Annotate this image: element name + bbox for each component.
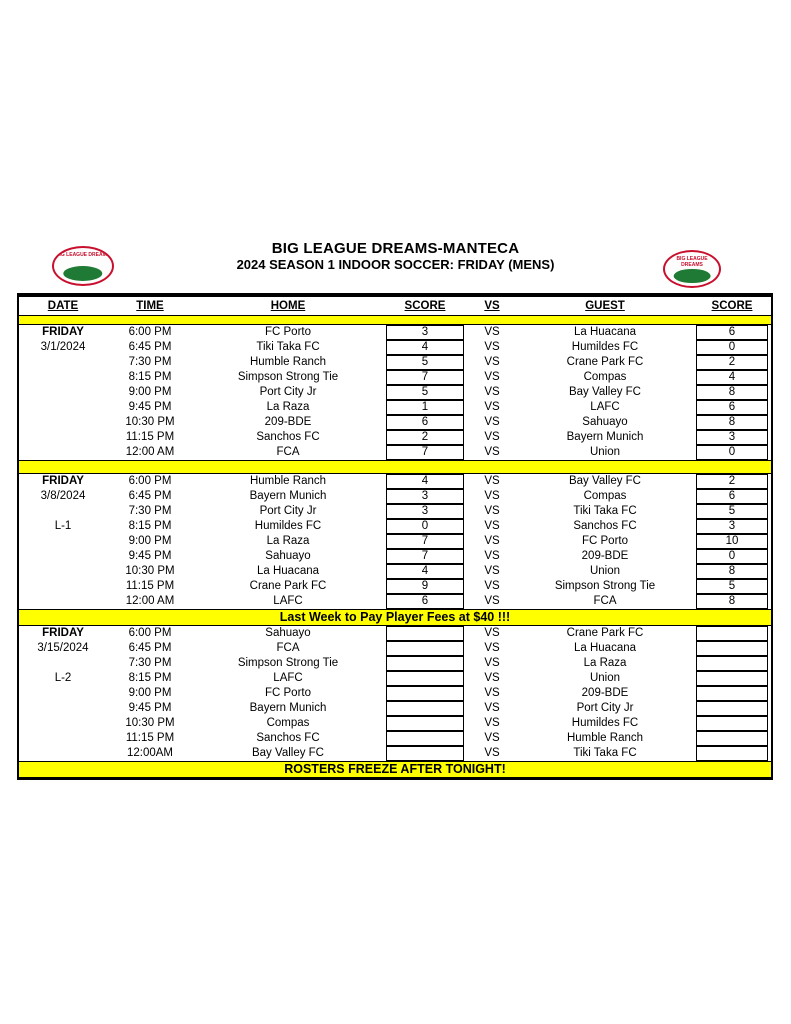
date-cell <box>19 415 107 430</box>
guest-score-cell <box>693 385 771 400</box>
guest-team-cell: Bay Valley FC <box>568 386 641 398</box>
home-team-cell: Sanchos FC <box>256 732 320 744</box>
guest-team-cell: 209-BDE <box>581 550 629 562</box>
vs-cell: VS <box>484 627 500 639</box>
date-cell <box>19 656 107 671</box>
vs-cell: VS <box>484 642 500 654</box>
guest-score-box <box>696 656 768 671</box>
date-cell <box>19 549 107 564</box>
home-team-cell: Port City Jr <box>259 386 317 398</box>
guest-score-box <box>696 641 768 656</box>
home-score-cell <box>383 370 467 385</box>
time-cell: 9:00 PM <box>128 386 172 398</box>
game-row <box>19 701 771 716</box>
time-cell: 11:15 PM <box>125 732 175 744</box>
date-cell: L-2 <box>54 672 72 684</box>
home-team-cell: Compas <box>266 717 310 729</box>
time-cell: 6:00 PM <box>128 326 172 338</box>
home-score-box: 7 <box>386 549 463 564</box>
guest-score-cell <box>693 579 771 594</box>
game-row <box>19 686 771 701</box>
guest-team-cell: Humble Ranch <box>566 732 644 744</box>
home-score-cell <box>383 564 467 579</box>
guest-team-cell: Tiki Taka FC <box>573 505 637 517</box>
time-cell: 6:00 PM <box>128 627 172 639</box>
guest-team-cell: Simpson Strong Tie <box>554 580 656 592</box>
guest-score-cell <box>693 716 771 731</box>
date-cell <box>19 701 107 716</box>
home-score-box <box>386 746 463 761</box>
date-cell: 3/8/2024 <box>40 490 86 502</box>
time-cell: 7:30 PM <box>128 505 172 517</box>
logo-text: BIG LEAGUE DREAMS <box>676 256 708 268</box>
guest-score-cell <box>693 686 771 701</box>
guest-score-box: 2 <box>696 355 768 370</box>
game-row <box>19 325 771 340</box>
home-score-box <box>386 671 463 686</box>
home-team-cell: Port City Jr <box>259 505 317 517</box>
date-cell <box>19 355 107 370</box>
guest-score-cell <box>693 656 771 671</box>
guest-score-cell <box>693 415 771 430</box>
date-cell <box>19 746 107 761</box>
date-cell <box>19 716 107 731</box>
home-score-cell <box>383 340 467 355</box>
guest-team-cell: La Huacana <box>573 642 637 654</box>
guest-team-cell: Union <box>589 565 621 577</box>
column-header-home-score: SCORE <box>404 300 446 312</box>
guest-team-cell: FCA <box>593 595 617 607</box>
time-cell: 9:00 PM <box>128 687 172 699</box>
time-cell: 10:30 PM <box>125 717 175 729</box>
game-row <box>19 594 771 609</box>
home-score-box: 4 <box>386 474 463 489</box>
guest-score-box <box>696 626 768 641</box>
home-score-box <box>386 686 463 701</box>
time-cell: 10:30 PM <box>125 416 175 428</box>
game-row <box>19 549 771 564</box>
guest-score-box: 5 <box>696 579 768 594</box>
vs-cell: VS <box>484 717 500 729</box>
column-header-guest-score: SCORE <box>711 300 753 312</box>
date-cell: FRIDAY <box>42 627 84 639</box>
guest-score-box: 3 <box>696 519 768 534</box>
date-cell <box>19 594 107 609</box>
home-team-cell: FC Porto <box>264 326 311 338</box>
home-score-cell <box>383 579 467 594</box>
vs-cell: VS <box>484 550 500 562</box>
vs-cell: VS <box>484 702 500 714</box>
time-cell: 9:45 PM <box>128 401 172 413</box>
home-score-cell <box>383 746 467 761</box>
home-team-cell: FC Porto <box>264 687 311 699</box>
home-team-cell: LAFC <box>273 672 303 684</box>
guest-score-cell <box>693 355 771 370</box>
column-header-home: HOME <box>270 300 306 312</box>
guest-score-cell <box>693 534 771 549</box>
date-cell <box>19 385 107 400</box>
home-score-cell <box>383 355 467 370</box>
guest-team-cell: Compas <box>583 490 627 502</box>
guest-score-box <box>696 671 768 686</box>
vs-cell: VS <box>484 386 500 398</box>
home-score-box: 5 <box>386 385 463 400</box>
home-score-cell <box>383 626 467 641</box>
guest-score-box: 8 <box>696 564 768 579</box>
home-score-cell <box>383 445 467 460</box>
home-team-cell: FCA <box>276 642 300 654</box>
guest-score-box: 3 <box>696 430 768 445</box>
time-cell: 12:00 AM <box>125 446 175 458</box>
guest-score-cell <box>693 430 771 445</box>
guest-score-cell <box>693 519 771 534</box>
vs-cell: VS <box>484 431 500 443</box>
time-cell: 11:15 PM <box>125 431 175 443</box>
vs-cell: VS <box>484 371 500 383</box>
game-row <box>19 474 771 489</box>
banner-row: Last Week to Pay Player Fees at $40 !!! <box>19 609 771 626</box>
home-score-cell <box>383 474 467 489</box>
home-team-cell: 209-BDE <box>264 416 312 428</box>
home-score-cell <box>383 489 467 504</box>
date-cell <box>19 686 107 701</box>
time-cell: 8:15 PM <box>128 520 172 532</box>
separator-band <box>19 315 771 325</box>
game-row <box>19 355 771 370</box>
game-row <box>19 671 771 686</box>
home-team-cell: Simpson Strong Tie <box>237 657 339 669</box>
guest-score-box: 0 <box>696 340 768 355</box>
home-team-cell: La Raza <box>266 401 310 413</box>
home-team-cell: Simpson Strong Tie <box>237 371 339 383</box>
home-score-cell <box>383 716 467 731</box>
home-team-cell: Crane Park FC <box>249 580 327 592</box>
game-row <box>19 504 771 519</box>
home-score-cell <box>383 731 467 746</box>
game-row <box>19 445 771 460</box>
vs-cell: VS <box>484 657 500 669</box>
home-team-cell: La Huacana <box>256 565 320 577</box>
home-score-box: 6 <box>386 594 463 609</box>
home-score-box: 3 <box>386 504 463 519</box>
time-cell: 7:30 PM <box>128 356 172 368</box>
home-score-box <box>386 641 463 656</box>
home-score-box <box>386 626 463 641</box>
table-body <box>19 325 771 778</box>
time-cell: 9:45 PM <box>128 550 172 562</box>
time-cell: 10:30 PM <box>125 565 175 577</box>
home-score-box: 7 <box>386 445 463 460</box>
time-cell: 6:45 PM <box>128 642 172 654</box>
date-cell <box>19 731 107 746</box>
banner-row: ROSTERS FREEZE AFTER TONIGHT! <box>19 761 771 778</box>
guest-score-box: 0 <box>696 445 768 460</box>
guest-score-box: 6 <box>696 325 768 340</box>
home-score-box: 1 <box>386 400 463 415</box>
time-cell: 6:45 PM <box>128 341 172 353</box>
time-cell: 8:15 PM <box>128 672 172 684</box>
home-team-cell: Humble Ranch <box>249 475 327 487</box>
guest-score-cell <box>693 340 771 355</box>
time-cell: 8:15 PM <box>128 371 172 383</box>
guest-team-cell: La Huacana <box>573 326 637 338</box>
guest-score-box <box>696 686 768 701</box>
date-cell: 3/15/2024 <box>37 642 89 654</box>
guest-team-cell: Crane Park FC <box>566 627 644 639</box>
guest-score-box: 4 <box>696 370 768 385</box>
guest-team-cell: La Raza <box>583 657 627 669</box>
guest-score-box: 6 <box>696 400 768 415</box>
guest-team-cell: Humildes FC <box>571 717 639 729</box>
date-cell: FRIDAY <box>42 475 84 487</box>
home-score-cell <box>383 594 467 609</box>
game-row <box>19 400 771 415</box>
guest-score-cell <box>693 731 771 746</box>
guest-score-cell <box>693 504 771 519</box>
game-row <box>19 656 771 671</box>
guest-score-box: 6 <box>696 489 768 504</box>
home-score-box: 3 <box>386 489 463 504</box>
home-team-cell: FCA <box>276 446 300 458</box>
guest-score-cell <box>693 701 771 716</box>
date-cell <box>19 564 107 579</box>
guest-team-cell: Bayern Munich <box>566 431 644 443</box>
vs-cell: VS <box>484 341 500 353</box>
vs-cell: VS <box>484 687 500 699</box>
time-cell: 12:00AM <box>126 747 174 759</box>
home-score-box: 2 <box>386 430 463 445</box>
column-header-date: DATE <box>47 300 79 312</box>
guest-team-cell: Crane Park FC <box>566 356 644 368</box>
date-cell: 3/1/2024 <box>40 341 86 353</box>
game-row <box>19 731 771 746</box>
game-row <box>19 641 771 656</box>
time-cell: 9:45 PM <box>128 702 172 714</box>
home-team-cell: Humble Ranch <box>249 356 327 368</box>
vs-cell: VS <box>484 535 500 547</box>
guest-score-cell <box>693 564 771 579</box>
guest-score-cell <box>693 325 771 340</box>
home-score-box: 3 <box>386 325 463 340</box>
home-score-cell <box>383 504 467 519</box>
home-team-cell: Sahuayo <box>265 627 311 639</box>
vs-cell: VS <box>484 356 500 368</box>
home-score-cell <box>383 641 467 656</box>
game-row <box>19 534 771 549</box>
vs-cell: VS <box>484 326 500 338</box>
time-cell: 7:30 PM <box>128 657 172 669</box>
guest-score-cell <box>693 594 771 609</box>
game-row <box>19 564 771 579</box>
guest-team-cell: Union <box>589 446 621 458</box>
guest-team-cell: FC Porto <box>581 535 628 547</box>
home-score-cell <box>383 415 467 430</box>
guest-team-cell: Union <box>589 672 621 684</box>
vs-cell: VS <box>484 520 500 532</box>
home-score-cell <box>383 519 467 534</box>
home-team-cell: LAFC <box>273 595 303 607</box>
home-score-box: 6 <box>386 415 463 430</box>
home-score-box: 4 <box>386 564 463 579</box>
date-cell: L-1 <box>54 520 72 532</box>
game-row <box>19 489 771 504</box>
document-header <box>0 240 791 273</box>
game-row <box>19 385 771 400</box>
vs-cell: VS <box>484 732 500 744</box>
guest-score-cell <box>693 370 771 385</box>
time-cell: 9:00 PM <box>128 535 172 547</box>
home-score-cell <box>383 325 467 340</box>
date-cell <box>19 445 107 460</box>
separator-band <box>19 460 771 474</box>
column-header-vs: VS <box>484 300 500 312</box>
home-team-cell: Bayern Munich <box>249 702 327 714</box>
home-team-cell: La Raza <box>266 535 310 547</box>
page-subtitle: 2024 SEASON 1 INDOOR SOCCER: FRIDAY (MENS) <box>236 257 555 272</box>
guest-score-cell <box>693 626 771 641</box>
vs-cell: VS <box>484 580 500 592</box>
guest-team-cell: Sahuayo <box>582 416 628 428</box>
vs-cell: VS <box>484 565 500 577</box>
home-team-cell: Bay Valley FC <box>251 747 324 759</box>
guest-score-box <box>696 731 768 746</box>
vs-cell: VS <box>484 416 500 428</box>
time-cell: 6:00 PM <box>128 475 172 487</box>
guest-team-cell: Humildes FC <box>571 341 639 353</box>
home-score-cell <box>383 534 467 549</box>
game-row <box>19 746 771 761</box>
date-cell: FRIDAY <box>42 326 84 338</box>
guest-score-cell <box>693 400 771 415</box>
home-score-box: 7 <box>386 534 463 549</box>
guest-score-box: 8 <box>696 385 768 400</box>
guest-score-cell <box>693 489 771 504</box>
guest-team-cell: 209-BDE <box>581 687 629 699</box>
table-header-row <box>19 297 771 315</box>
vs-cell: VS <box>484 401 500 413</box>
guest-score-cell <box>693 445 771 460</box>
vs-cell: VS <box>484 446 500 458</box>
game-row <box>19 430 771 445</box>
home-score-box: 7 <box>386 370 463 385</box>
home-score-box: 4 <box>386 340 463 355</box>
home-team-cell: Sanchos FC <box>256 431 320 443</box>
logo-text: BIG LEAGUE DREAMS <box>55 252 111 258</box>
guest-team-cell: Sanchos FC <box>573 520 637 532</box>
home-score-cell <box>383 656 467 671</box>
schedule-table <box>17 293 773 780</box>
home-score-cell <box>383 430 467 445</box>
guest-score-box: 5 <box>696 504 768 519</box>
game-row <box>19 340 771 355</box>
game-row <box>19 370 771 385</box>
home-score-box: 0 <box>386 519 463 534</box>
guest-team-cell: Port City Jr <box>576 702 634 714</box>
vs-cell: VS <box>484 672 500 684</box>
date-cell <box>19 370 107 385</box>
home-score-cell <box>383 400 467 415</box>
guest-score-box <box>696 701 768 716</box>
guest-score-cell <box>693 641 771 656</box>
time-cell: 12:00 AM <box>125 595 175 607</box>
date-cell <box>19 504 107 519</box>
time-cell: 6:45 PM <box>128 490 172 502</box>
guest-score-box: 10 <box>696 534 768 549</box>
home-score-cell <box>383 671 467 686</box>
vs-cell: VS <box>484 747 500 759</box>
home-score-box: 9 <box>386 579 463 594</box>
vs-cell: VS <box>484 475 500 487</box>
game-row <box>19 579 771 594</box>
column-header-time: TIME <box>136 300 164 312</box>
home-score-cell <box>383 549 467 564</box>
page-title: BIG LEAGUE DREAMS-MANTECA <box>271 240 520 257</box>
guest-score-box: 0 <box>696 549 768 564</box>
vs-cell: VS <box>484 595 500 607</box>
vs-cell: VS <box>484 505 500 517</box>
home-score-cell <box>383 701 467 716</box>
home-team-cell: Sahuayo <box>265 550 311 562</box>
date-cell <box>19 579 107 594</box>
guest-score-cell <box>693 474 771 489</box>
guest-team-cell: Bay Valley FC <box>568 475 641 487</box>
guest-team-cell: LAFC <box>590 401 620 413</box>
home-team-cell: Humildes FC <box>254 520 322 532</box>
guest-score-box: 8 <box>696 415 768 430</box>
game-row <box>19 716 771 731</box>
home-score-box: 5 <box>386 355 463 370</box>
guest-score-box: 2 <box>696 474 768 489</box>
home-score-box <box>386 656 463 671</box>
guest-team-cell: Compas <box>583 371 627 383</box>
home-team-cell: Tiki Taka FC <box>256 341 320 353</box>
home-team-cell: Bayern Munich <box>249 490 327 502</box>
home-score-cell <box>383 686 467 701</box>
home-score-box <box>386 716 463 731</box>
guest-score-cell <box>693 746 771 761</box>
game-row <box>19 519 771 534</box>
time-cell: 11:15 PM <box>125 580 175 592</box>
date-cell <box>19 400 107 415</box>
guest-score-box <box>696 746 768 761</box>
guest-score-cell <box>693 671 771 686</box>
game-row <box>19 626 771 641</box>
date-cell <box>19 430 107 445</box>
guest-team-cell: Tiki Taka FC <box>573 747 637 759</box>
column-header-guest: GUEST <box>585 300 625 312</box>
game-row <box>19 415 771 430</box>
home-score-box <box>386 731 463 746</box>
guest-score-box: 8 <box>696 594 768 609</box>
guest-score-box <box>696 716 768 731</box>
vs-cell: VS <box>484 490 500 502</box>
home-score-box <box>386 701 463 716</box>
guest-score-cell <box>693 549 771 564</box>
date-cell <box>19 534 107 549</box>
home-score-cell <box>383 385 467 400</box>
